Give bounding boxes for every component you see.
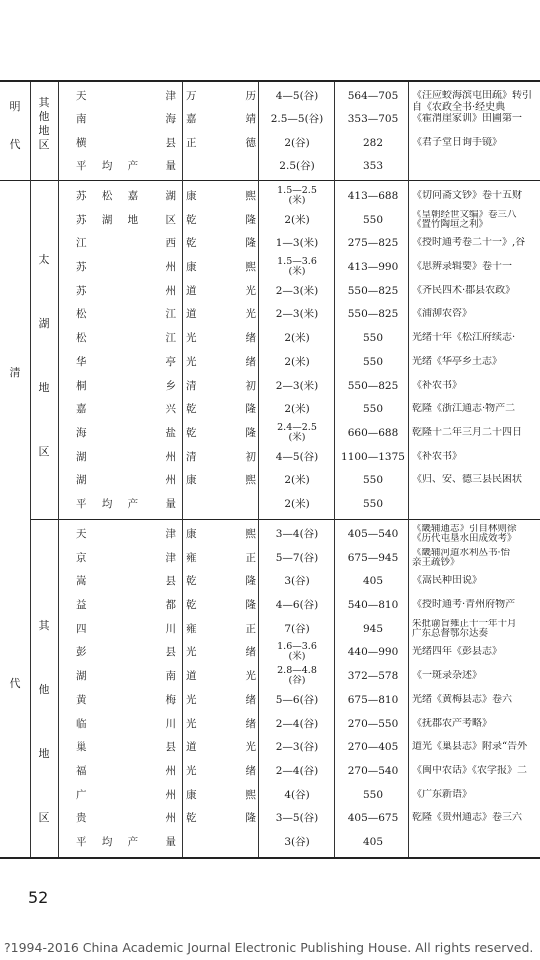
source-cell: 《补农书》 (412, 450, 462, 462)
yield-cell: 2—4(谷) (275, 764, 319, 777)
source-cell: 《授时通考卷二十一》,谷 (412, 237, 526, 249)
jin-per-mu-cell: 540—810 (347, 598, 399, 611)
table-row (0, 469, 540, 493)
location-part: 天 (76, 89, 87, 102)
source-line: 《畿辅通志》引自林则徐 (412, 523, 517, 534)
jin-per-mu-cell: 353 (362, 160, 384, 173)
location-part: 量 (165, 836, 176, 849)
yield-cell: 2—3(米) (275, 284, 319, 297)
location-part: 南 (76, 113, 87, 126)
source-cell (412, 548, 540, 568)
yield-cell: 2(米) (284, 355, 310, 368)
era-part: 嘉 (186, 113, 197, 126)
location-part: 平 均 产 (76, 160, 145, 173)
era-part: 隆 (245, 598, 256, 611)
location-part: 华 (76, 355, 87, 368)
yield-cell: 2.5—5(谷) (270, 113, 324, 126)
location-part: 益 (76, 598, 87, 611)
era-part: 绪 (245, 693, 256, 706)
location-part: 川 (165, 622, 176, 635)
era-part: 绪 (245, 717, 256, 730)
location-part: 湖 (76, 670, 87, 683)
source-cell: 《君子堂日询手镜》 (412, 136, 502, 148)
yield-line: (米) (288, 194, 306, 206)
yield-cell: 2.5(谷) (279, 160, 315, 173)
era-part: 乾 (186, 403, 197, 416)
location-part: 州 (165, 788, 176, 801)
location-part: 平 均 产 (76, 836, 145, 849)
location-part: 横 (76, 136, 87, 149)
location-part: 嘉 (76, 403, 87, 416)
table-row (0, 492, 540, 516)
ming-region-label: 其 他 地 区 (38, 96, 50, 151)
location-part: 津 (165, 89, 176, 102)
era-part: 康 (186, 527, 197, 540)
era-part: 隆 (245, 426, 256, 439)
era-part: 康 (186, 474, 197, 487)
source-cell (412, 619, 540, 639)
jin-per-mu-cell: 550 (362, 355, 384, 368)
location-part: 广 (76, 788, 87, 801)
jin-per-mu-cell: 405—675 (347, 812, 399, 825)
table-row (0, 155, 540, 179)
location-part: 四 (76, 622, 87, 635)
location-part: 福 (76, 764, 87, 777)
source-cell: 《浦泖农咨》 (412, 308, 472, 320)
era-part: 道 (186, 670, 197, 683)
source-cell: 《抚郡农产考略》 (412, 717, 492, 729)
location-part: 平 均 产 (76, 498, 145, 511)
yield-cell: 3(谷) (284, 575, 310, 588)
era-part: 隆 (245, 812, 256, 825)
table-row (0, 783, 540, 807)
yield-cell: 5—6(谷) (275, 693, 319, 706)
source-cell: 《汪应蛟海滨屯田疏》转引自《农政全书·经史典 (412, 89, 532, 113)
qing-dynasty-label-top: 清 (9, 366, 21, 379)
location-part: 州 (165, 764, 176, 777)
jin-per-mu-cell: 440—990 (347, 646, 399, 659)
location-part: 湖 (165, 189, 176, 202)
yield-cell: 2—4(谷) (275, 717, 319, 730)
yield-cell: 2(米) (284, 403, 310, 416)
yield-cell: 4—6(谷) (275, 598, 319, 611)
yield-cell (262, 666, 332, 686)
source-cell: 道光《巢县志》附录“告外 (412, 741, 528, 753)
location-part: 海 (165, 113, 176, 126)
location-part: 州 (165, 450, 176, 463)
table-row (0, 231, 540, 255)
yield-cell: 2—3(米) (275, 379, 319, 392)
yield-cell: 3—4(谷) (275, 527, 319, 540)
jin-per-mu-cell: 405 (362, 836, 384, 849)
source-cell: 《广东新语》 (412, 788, 472, 800)
location-part: 桐 (76, 379, 87, 392)
jin-per-mu-cell: 550—825 (347, 308, 399, 321)
jin-per-mu-cell: 405—540 (347, 527, 399, 540)
jin-per-mu-cell: 550 (362, 474, 384, 487)
era-part: 乾 (186, 812, 197, 825)
source-cell: 《补农书》 (412, 379, 462, 391)
location-part: 州 (165, 284, 176, 297)
era-part: 正 (186, 136, 197, 149)
location-part: 盐 (165, 426, 176, 439)
era-part: 光 (245, 308, 256, 321)
era-part: 历 (245, 89, 256, 102)
table-row (0, 445, 540, 469)
era-part: 光 (245, 741, 256, 754)
table-row (0, 108, 540, 132)
era-part: 光 (186, 332, 197, 345)
yield-cell: 3(谷) (284, 836, 310, 849)
era-part: 雍 (186, 551, 197, 564)
jin-per-mu-cell: 675—810 (347, 693, 399, 706)
source-cell: 光绪《华亭乡土志》 (412, 355, 502, 367)
era-part: 乾 (186, 237, 197, 250)
table-row (0, 208, 540, 232)
era-part: 熙 (245, 260, 256, 273)
era-part: 光 (245, 284, 256, 297)
source-cell: 乾隆十二年三月二十四日 (412, 426, 522, 438)
table-row (0, 350, 540, 374)
yield-cell: 4—5(谷) (275, 89, 319, 102)
jin-per-mu-cell: 270—550 (347, 717, 399, 730)
era-part: 德 (245, 136, 256, 149)
location-part: 乡 (165, 379, 176, 392)
era-part: 康 (186, 189, 197, 202)
era-part: 光 (186, 646, 197, 659)
jin-per-mu-cell: 550 (362, 213, 384, 226)
source-cell: 《思辨录辑要》卷十一 (412, 260, 512, 272)
table-row (0, 184, 540, 208)
source-cell: 《闽中农话》《农学报》二 (412, 764, 527, 776)
location-part: 兴 (165, 403, 176, 416)
location-part: 苏 (76, 260, 87, 273)
yield-cell: 3—5(谷) (275, 812, 319, 825)
location-part: 梅 (165, 693, 176, 706)
jin-per-mu-cell: 945 (362, 622, 384, 635)
table-row (0, 830, 540, 854)
other-region-label: 其 他 地 区 (38, 619, 50, 824)
location-part: 江 (76, 237, 87, 250)
source-line: 《历代屯垦水田成效考》 (412, 532, 517, 544)
table-row (0, 84, 540, 113)
table-row (0, 522, 540, 546)
era-part: 绪 (245, 355, 256, 368)
location-part: 区 (165, 213, 176, 226)
jin-per-mu-cell: 275—825 (347, 237, 399, 250)
era-part: 康 (186, 260, 197, 273)
location-part: 江 (165, 332, 176, 345)
era-part: 万 (186, 89, 197, 102)
yield-line: 1.5—2.5 (277, 184, 317, 196)
era-part: 光 (186, 355, 197, 368)
ming-dynasty-label: 明 代 (9, 100, 21, 151)
yield-cell: 2—3(谷) (275, 741, 319, 754)
location-part: 县 (165, 575, 176, 588)
era-part: 乾 (186, 575, 197, 588)
era-part: 熙 (245, 474, 256, 487)
era-part: 靖 (245, 113, 256, 126)
source-line: 《置竹陶垣之利》 (412, 218, 489, 230)
era-part: 光 (186, 764, 197, 777)
jin-per-mu-cell: 550 (362, 788, 384, 801)
jin-per-mu-cell: 550—825 (347, 284, 399, 297)
era-part: 康 (186, 788, 197, 801)
yield-line: (米) (288, 431, 306, 443)
yield-cell (262, 642, 332, 662)
location-part: 黄 (76, 693, 87, 706)
location-part: 县 (165, 136, 176, 149)
table-row (0, 593, 540, 617)
table-row (0, 546, 540, 570)
location-part: 苏 松 嘉 (76, 189, 145, 202)
era-part: 道 (186, 741, 197, 754)
top-rule (0, 80, 540, 82)
jin-per-mu-cell: 660—688 (347, 426, 399, 439)
source-cell: 光绪《黄梅县志》卷六 (412, 693, 512, 705)
location-part: 彭 (76, 646, 87, 659)
table-row (0, 569, 540, 593)
era-part: 隆 (245, 575, 256, 588)
table-row (0, 279, 540, 303)
era-part: 道 (186, 284, 197, 297)
era-part: 绪 (245, 332, 256, 345)
jin-per-mu-cell: 372—578 (347, 670, 399, 683)
location-part: 州 (165, 812, 176, 825)
table-row (0, 303, 540, 327)
jin-per-mu-cell: 413—990 (347, 260, 399, 273)
copyright-footer: ?1994-2016 China Academic Journal Electronic Publishing House. All rights reserved. (4, 940, 534, 955)
era-part: 绪 (245, 646, 256, 659)
yield-line: (米) (288, 265, 306, 277)
yield-cell: 4—5(谷) (275, 450, 319, 463)
yield-line: 1.6—3.6 (277, 641, 317, 653)
era-part: 熙 (245, 788, 256, 801)
yield-cell: 7(谷) (284, 622, 310, 635)
location-part: 海 (76, 426, 87, 439)
era-part: 光 (245, 670, 256, 683)
era-part: 道 (186, 308, 197, 321)
table-bottom-rule (0, 857, 540, 859)
location-part: 津 (165, 551, 176, 564)
source-cell: 《授时通考·青州府物产 (412, 598, 516, 610)
era-part: 初 (245, 379, 256, 392)
jin-per-mu-cell: 550 (362, 498, 384, 511)
location-part: 州 (165, 260, 176, 273)
location-part: 亭 (165, 355, 176, 368)
era-part: 隆 (245, 403, 256, 416)
table-row (0, 712, 540, 736)
era-part: 雍 (186, 622, 197, 635)
yield-cell (262, 257, 332, 277)
source-cell: 《切问斋文钞》卷十五财 (412, 189, 522, 201)
era-part: 隆 (245, 213, 256, 226)
source-cell: 《齐民四术·郡县农政》 (412, 284, 516, 296)
yield-line: 1.5—3.6 (277, 255, 317, 267)
location-part: 量 (165, 498, 176, 511)
table-row (0, 255, 540, 279)
location-part: 州 (165, 474, 176, 487)
yield-line: 2.4—2.5 (277, 421, 317, 433)
source-cell (412, 210, 540, 230)
jin-per-mu-cell: 1100—1375 (341, 450, 405, 463)
jin-per-mu-cell: 353—705 (347, 113, 399, 126)
location-part: 苏 (76, 284, 87, 297)
era-part: 隆 (245, 237, 256, 250)
location-part: 京 (76, 551, 87, 564)
location-part: 西 (165, 237, 176, 250)
location-part: 南 (165, 670, 176, 683)
era-part: 光 (186, 717, 197, 730)
source-cell: 《归、安、德三县民困状 (412, 474, 522, 486)
yield-cell: 1—3(米) (275, 237, 319, 250)
location-part: 巢 (76, 741, 87, 754)
location-part: 湖 (76, 474, 87, 487)
era-part: 正 (245, 622, 256, 635)
location-part: 松 (76, 308, 87, 321)
era-part: 熙 (245, 527, 256, 540)
table-row (0, 326, 540, 350)
qing-dynasty-label-bottom: 代 (9, 677, 21, 690)
yield-cell (262, 186, 332, 206)
yield-line: (米) (288, 651, 306, 663)
location-part: 县 (165, 646, 176, 659)
location-part: 量 (165, 160, 176, 173)
table-row (0, 807, 540, 831)
source-cell: 光绪十年《松江府续志· (412, 332, 516, 344)
page-number: 52 (28, 888, 49, 907)
location-part: 天 (76, 527, 87, 540)
table-row (0, 374, 540, 398)
era-part: 绪 (245, 764, 256, 777)
yield-cell: 4(谷) (284, 788, 310, 801)
location-part: 贵 (76, 812, 87, 825)
yield-cell: 2(米) (284, 213, 310, 226)
jin-per-mu-cell: 564—705 (347, 89, 399, 102)
taihu-region-label: 太 湖 地 区 (38, 253, 50, 458)
jin-per-mu-cell: 282 (362, 136, 384, 149)
table-row (0, 735, 540, 759)
jin-per-mu-cell: 550 (362, 403, 384, 416)
yield-cell: 2—3(米) (275, 308, 319, 321)
source-line: 亲王疏钞》 (412, 556, 460, 568)
era-part: 清 (186, 379, 197, 392)
era-part: 光 (186, 693, 197, 706)
yield-cell: 2(米) (284, 474, 310, 487)
location-part: 松 (76, 332, 87, 345)
era-part: 乾 (186, 213, 197, 226)
table-row (0, 397, 540, 421)
jin-per-mu-cell: 270—540 (347, 764, 399, 777)
source-cell: 《嵩民种田说》 (412, 575, 482, 587)
location-part: 嵩 (76, 575, 87, 588)
table-row (0, 131, 540, 155)
source-cell (412, 524, 540, 544)
source-line: 《畿辅河道水利丛书·怡 (412, 547, 511, 558)
era-part: 乾 (186, 598, 197, 611)
era-part: 乾 (186, 426, 197, 439)
yield-cell: 2(米) (284, 498, 310, 511)
yield-cell (262, 423, 332, 443)
era-part: 熙 (245, 189, 256, 202)
jin-per-mu-cell: 270—405 (347, 741, 399, 754)
table-row (0, 664, 540, 688)
ming-bottom-rule (0, 180, 540, 181)
yield-cell: 2(米) (284, 332, 310, 345)
source-cell: 乾隆《浙江通志·物产二 (412, 403, 516, 415)
source-cell: 光绪四年《彭县志》 (412, 646, 502, 658)
yield-line: (谷) (288, 675, 306, 687)
taihu-bottom-rule (30, 519, 540, 520)
location-part: 县 (165, 741, 176, 754)
location-part: 苏 湖 地 (76, 213, 145, 226)
jin-per-mu-cell: 405 (362, 575, 384, 588)
table-row (0, 688, 540, 712)
era-part: 初 (245, 450, 256, 463)
source-line: 朱批谕旨雍正十一年十月 (412, 618, 517, 629)
jin-per-mu-cell: 675—945 (347, 551, 399, 564)
location-part: 临 (76, 717, 87, 730)
location-part: 都 (165, 598, 176, 611)
jin-per-mu-cell: 413—688 (347, 189, 399, 202)
yield-cell: 5—7(谷) (275, 551, 319, 564)
table-row (0, 617, 540, 641)
source-line: 广东总督鄂尔达奏 (412, 627, 489, 639)
location-part: 津 (165, 527, 176, 540)
source-cell: 乾隆《贵州通志》卷三六 (412, 812, 522, 824)
location-part: 江 (165, 308, 176, 321)
source-line: 《皇朝经世文编》卷三八 (412, 209, 517, 220)
yield-line: 2.8—4.8 (277, 665, 317, 677)
location-part: 川 (165, 717, 176, 730)
source-cell: 《霍渭崖家训》田圃第一 (412, 113, 522, 125)
era-part: 正 (245, 551, 256, 564)
location-part: 湖 (76, 450, 87, 463)
jin-per-mu-cell: 550—825 (347, 379, 399, 392)
source-cell: 《一斑录杂述》 (412, 670, 482, 682)
yield-cell: 2(谷) (284, 136, 310, 149)
table-row (0, 641, 540, 665)
table-row (0, 759, 540, 783)
jin-per-mu-cell: 550 (362, 332, 384, 345)
table-row (0, 421, 540, 445)
era-part: 清 (186, 450, 197, 463)
